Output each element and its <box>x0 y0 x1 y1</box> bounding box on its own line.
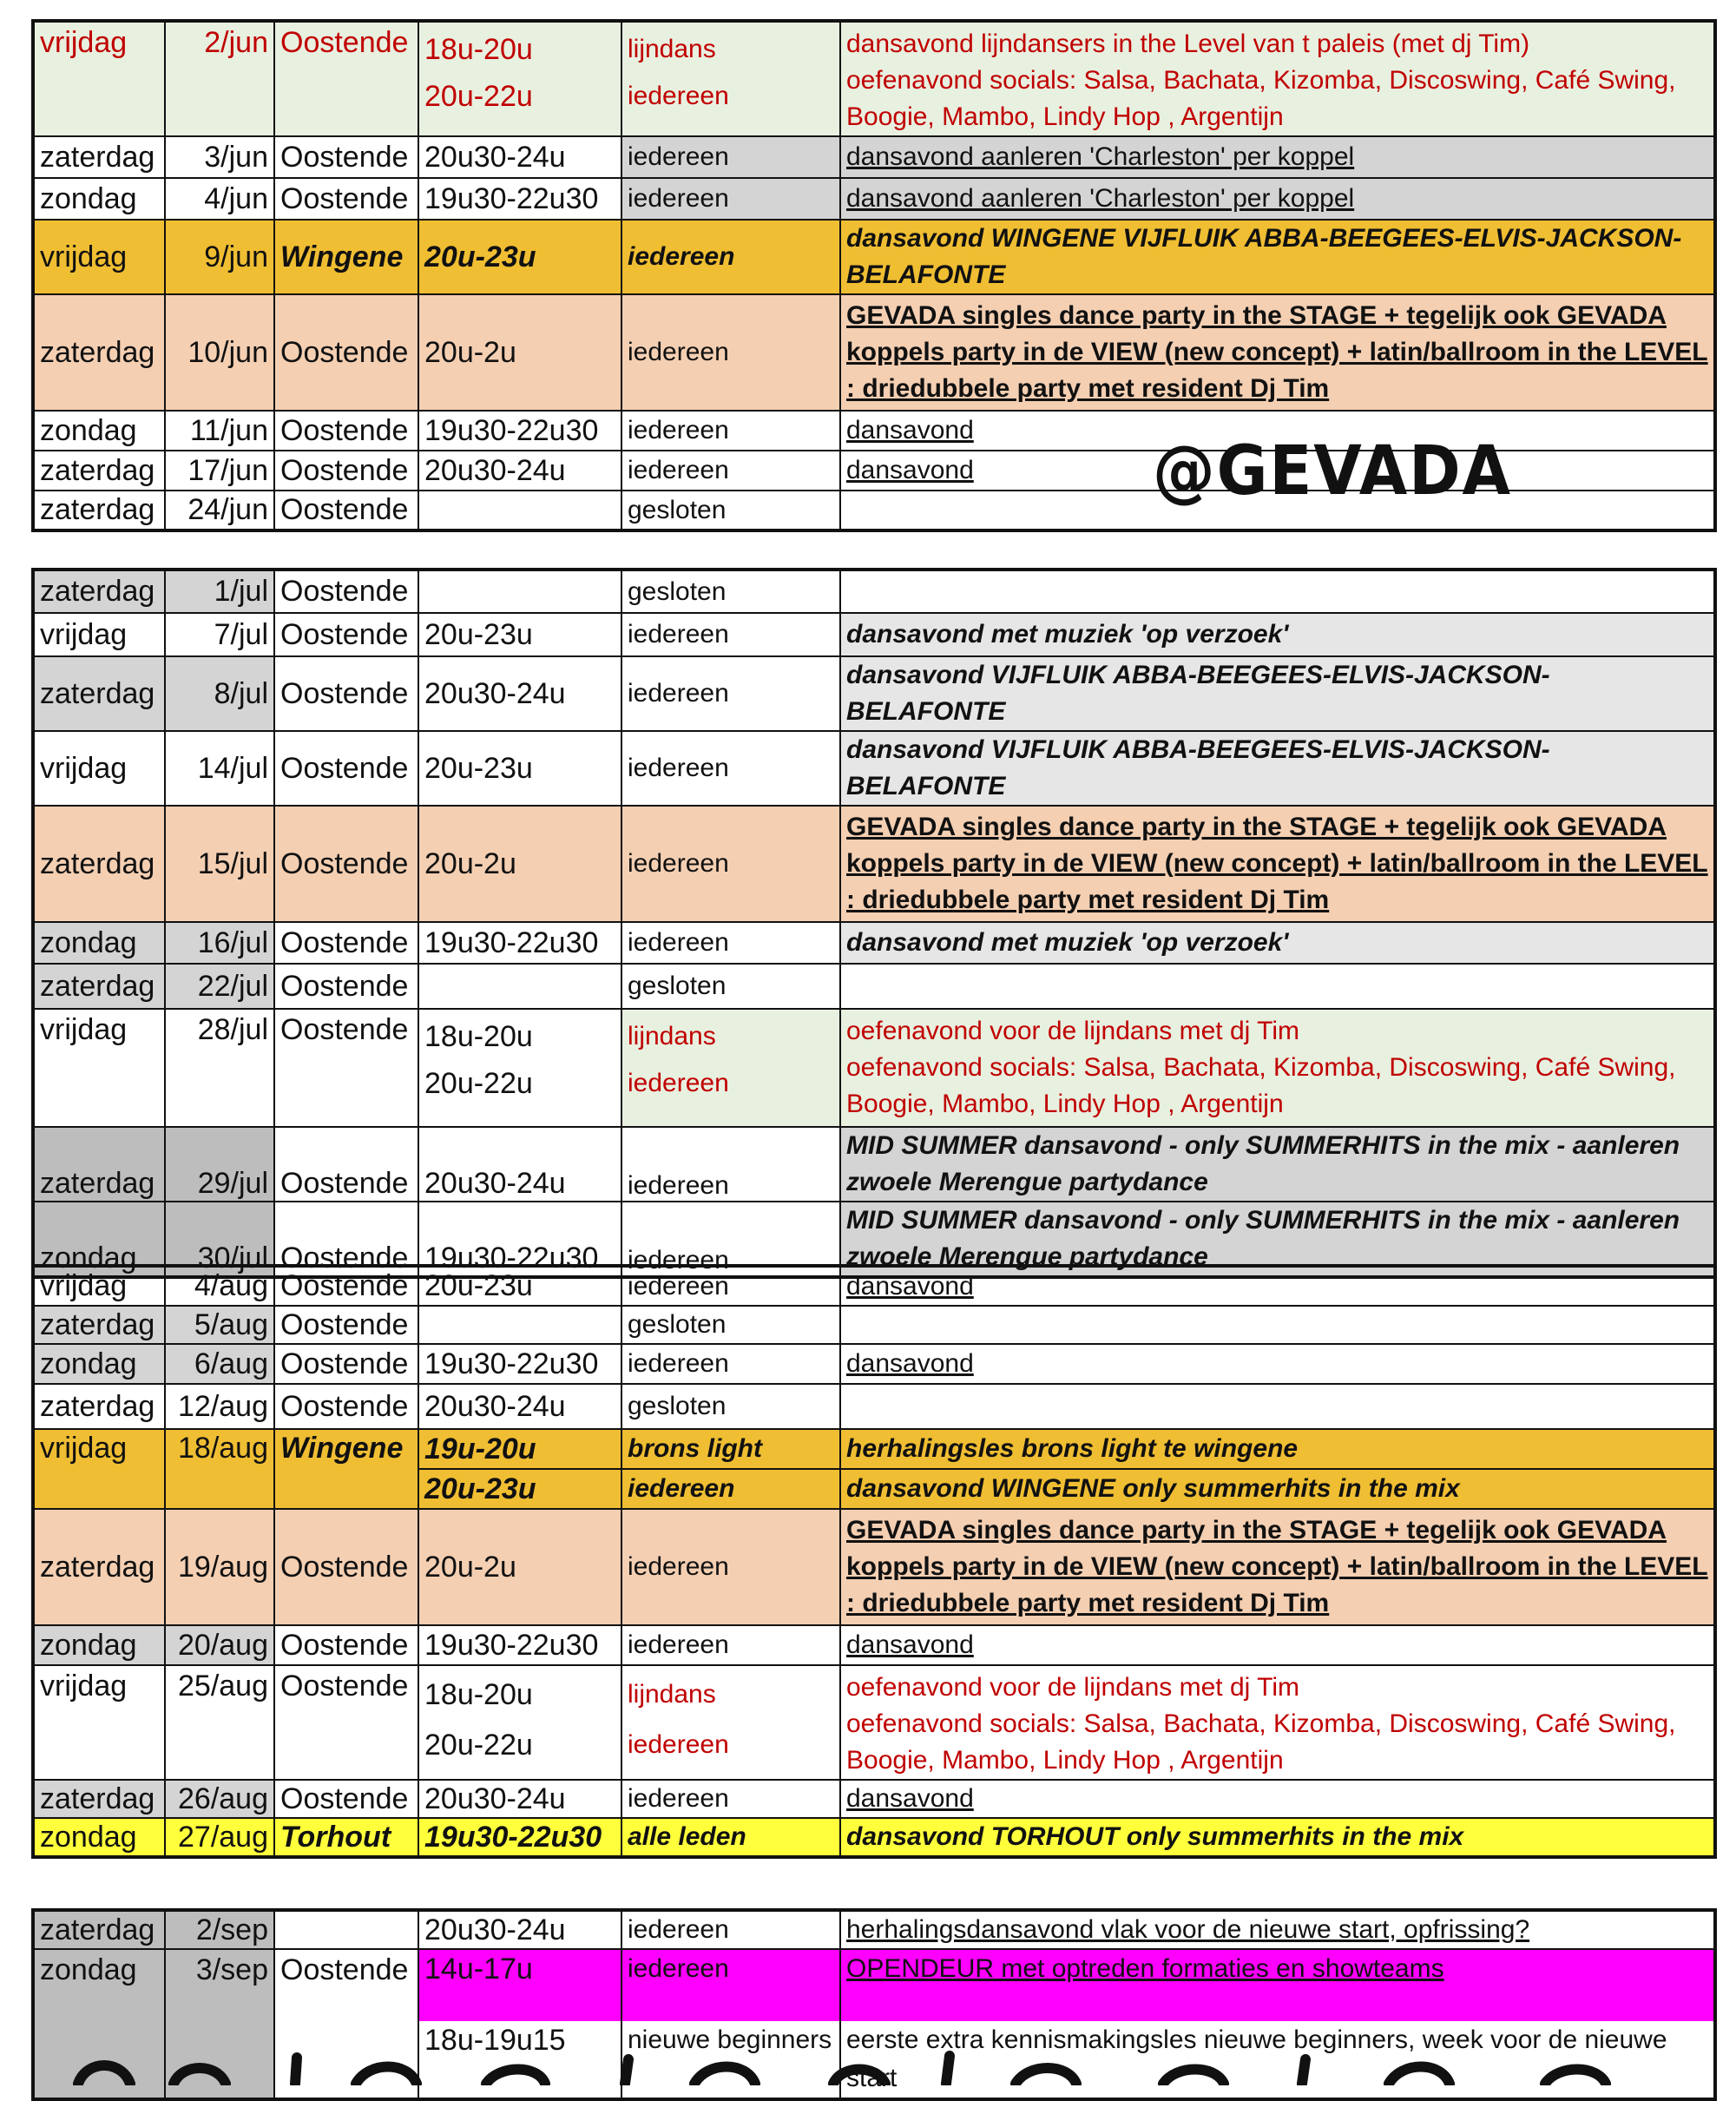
audience-line-2: iedereen <box>628 1069 729 1097</box>
description-cell <box>840 1009 1715 1127</box>
date-cell: 20/aug <box>165 1625 274 1665</box>
day-cell: zondag <box>33 411 165 451</box>
time-cell: 20u30-24u <box>418 1127 621 1202</box>
date-cell: 9/jun <box>165 220 274 294</box>
day-cell: zaterdag <box>33 1910 165 1949</box>
day-cell: zaterdag <box>33 964 165 1009</box>
time-line: 18u-20u <box>424 1678 533 1711</box>
place-cell: Oostende <box>274 570 418 613</box>
audience-cell: gesloten <box>621 1384 840 1429</box>
day-cell: zaterdag <box>33 136 165 178</box>
date-cell: 11/jun <box>165 411 274 451</box>
audience-line: lijndans <box>628 1022 716 1050</box>
day-cell: vrijdag <box>33 220 165 294</box>
audience-cell: gesloten <box>621 964 840 1009</box>
description-cell: dansavond <box>840 411 1715 451</box>
description-cell <box>840 1665 1715 1780</box>
place-cell: Oostende <box>274 1306 418 1344</box>
place-cell: Oostende <box>274 1202 418 1277</box>
table-row <box>33 491 1715 530</box>
place-cell: Oostende <box>274 21 418 136</box>
time-cell: 19u30-22u30 <box>418 1625 621 1665</box>
date-cell: 12/aug <box>165 1384 274 1429</box>
table-row <box>33 613 1715 656</box>
day-cell: zaterdag <box>33 806 165 922</box>
july-schedule-table <box>31 568 1717 1279</box>
day-cell: zaterdag <box>33 1127 165 1202</box>
date-cell: 26/aug <box>165 1780 274 1818</box>
day-cell: zaterdag <box>33 570 165 613</box>
date-cell: 1/jul <box>165 570 274 613</box>
time-cell: 20u30-24u <box>418 656 621 731</box>
date-cell: 29/jul <box>165 1127 274 1202</box>
date-cell: 5/aug <box>165 1306 274 1344</box>
time-line: 18u-20u <box>424 33 533 66</box>
time-cell <box>418 1665 621 1780</box>
description-cell: dansavond VIJFLUIK ABBA-BEEGEES-ELVIS-JACKSON-BELAFONTE <box>840 731 1715 806</box>
day-cell: zaterdag <box>33 1509 165 1625</box>
description-cell <box>840 1306 1715 1344</box>
audience-cell: gesloten <box>621 1306 840 1344</box>
description-cell: dansavond <box>840 1625 1715 1665</box>
day-cell: zondag <box>33 922 165 964</box>
time-cell: 20u30-24u <box>418 1780 621 1818</box>
place-cell: Oostende <box>274 964 418 1009</box>
audience-cell: iedereen <box>621 1780 840 1818</box>
time-cell: 19u30-22u30 <box>418 1344 621 1384</box>
time-line: 19u-20u <box>419 1430 621 1470</box>
audience-cell: iedereen <box>621 731 840 806</box>
table-row <box>33 1780 1715 1818</box>
day-cell: vrijdag <box>33 21 165 136</box>
date-cell: 22/jul <box>165 964 274 1009</box>
time-line-2: 20u-23u <box>424 1472 536 1505</box>
audience-cell: iedereen <box>621 178 840 220</box>
audience-line-2: iedereen <box>628 1730 729 1759</box>
table-row <box>33 21 1715 136</box>
description-cell: GEVADA singles dance party in the STAGE + tegelijk ook GEVADA koppels party in de VIEW (new concept) + latin/ballroom in the LEVEL : driedubbele party met resident Dj Tim <box>840 1509 1715 1625</box>
place-cell: Oostende <box>274 1266 418 1306</box>
time-cell: 20u-2u <box>418 1509 621 1625</box>
time-cell: 20u-23u <box>418 613 621 656</box>
audience-cell: iedereen <box>621 451 840 491</box>
table-row <box>33 1009 1715 1127</box>
audience-cell: iedereen <box>621 1625 840 1665</box>
table-row <box>33 1429 1715 1509</box>
day-cell: zondag <box>33 1625 165 1665</box>
june-schedule-table <box>31 19 1717 532</box>
audience-cell: iedereen <box>621 656 840 731</box>
table-row <box>33 1344 1715 1384</box>
time-cell: 19u30-22u30 <box>418 411 621 451</box>
table-row <box>33 806 1715 922</box>
time-cell <box>418 1009 621 1127</box>
time-cell: 20u-2u <box>418 294 621 411</box>
description-cell <box>840 1384 1715 1429</box>
place-cell: Oostende <box>274 806 418 922</box>
audience-cell: iedereen <box>621 613 840 656</box>
place-cell: Oostende <box>274 491 418 530</box>
place-cell: Wingene <box>274 220 418 294</box>
date-cell: 8/jul <box>165 656 274 731</box>
time-cell: 19u30-22u30 <box>418 178 621 220</box>
place-cell: Oostende <box>274 1009 418 1127</box>
audience-cell: iedereen <box>621 220 840 294</box>
place-cell: Oostende <box>274 1384 418 1429</box>
audience-cell: iedereen <box>621 1266 840 1306</box>
time-cell: 20u-23u <box>418 220 621 294</box>
date-cell: 28/jul <box>165 1009 274 1127</box>
description-cell: herhalingsdansavond vlak voor de nieuwe start, opfrissing? <box>840 1910 1715 1949</box>
place-cell: Oostende <box>274 1127 418 1202</box>
audience-cell: iedereen <box>621 1509 840 1625</box>
time-line-2: 20u-22u <box>424 1067 533 1100</box>
table-row <box>33 1127 1715 1202</box>
time-cell <box>418 21 621 136</box>
place-cell: Oostende <box>274 1949 418 2099</box>
time-line-2: 20u-22u <box>424 1729 533 1762</box>
audience-line-2: nieuwe beginners <box>628 2025 832 2054</box>
audience-line: brons light <box>622 1430 839 1470</box>
description-cell: MID SUMMER dansavond - only SUMMERHITS in the mix - aanleren zwoele Merengue partydance <box>840 1127 1715 1202</box>
place-cell: Oostende <box>274 731 418 806</box>
day-cell: zaterdag <box>33 491 165 530</box>
day-cell: zaterdag <box>33 1384 165 1429</box>
table-row <box>33 731 1715 806</box>
time-cell: 19u30-22u30 <box>418 1818 621 1857</box>
day-cell: zaterdag <box>33 451 165 491</box>
audience-cell: iedereen <box>621 1910 840 1949</box>
date-cell: 14/jul <box>165 731 274 806</box>
audience-cell: gesloten <box>621 491 840 530</box>
audience-cell: alle leden <box>621 1818 840 1857</box>
date-cell: 2/sep <box>165 1910 274 1949</box>
description-cell: dansavond <box>840 451 1715 491</box>
description-cell <box>840 21 1715 136</box>
date-cell: 24/jun <box>165 491 274 530</box>
table-row <box>33 220 1715 294</box>
table-row <box>33 136 1715 178</box>
description-line: herhalingsles brons light te wingene <box>841 1430 1713 1470</box>
table-row <box>33 922 1715 964</box>
day-cell: vrijdag <box>33 1009 165 1127</box>
description-line-2: oefenavond socials: Salsa, Bachata, Kizomba, Discoswing, Café Swing, Boogie, Mambo, Lindy Hop , Argentijn <box>846 1053 1676 1118</box>
audience-cell: iedereen <box>621 922 840 964</box>
time-cell <box>418 491 621 530</box>
place-cell: Oostende <box>274 922 418 964</box>
description-cell: dansavond met muziek 'op verzoek' <box>840 922 1715 964</box>
table-row <box>33 1818 1715 1857</box>
description-cell: dansavond aanleren 'Charleston' per koppel <box>840 178 1715 220</box>
description-cell <box>840 570 1715 613</box>
table-row <box>33 451 1715 491</box>
time-cell <box>418 964 621 1009</box>
table-row <box>33 1306 1715 1344</box>
description-cell: dansavond WINGENE VIJFLUIK ABBA-BEEGEES-ELVIS-JACKSON-BELAFONTE <box>840 220 1715 294</box>
day-cell: zondag <box>33 1202 165 1277</box>
day-cell: zaterdag <box>33 1306 165 1344</box>
description-cell: GEVADA singles dance party in the STAGE + tegelijk ook GEVADA koppels party in de VIEW (new concept) + latin/ballroom in the LEVEL : driedubbele party met resident Dj Tim <box>840 294 1715 411</box>
description-cell: dansavond met muziek 'op verzoek' <box>840 613 1715 656</box>
date-cell: 2/jun <box>165 21 274 136</box>
date-cell: 4/aug <box>165 1266 274 1306</box>
date-cell: 6/aug <box>165 1344 274 1384</box>
date-cell: 16/jul <box>165 922 274 964</box>
audience-line-2: iedereen <box>628 1474 735 1503</box>
time-cell <box>418 1306 621 1344</box>
day-cell: zondag <box>33 1818 165 1857</box>
handwriting-strokes-decoration <box>69 2051 1675 2085</box>
day-cell: vrijdag <box>33 1429 165 1509</box>
place-cell: Oostende <box>274 1780 418 1818</box>
place-cell: Oostende <box>274 1625 418 1665</box>
date-cell: 17/jun <box>165 451 274 491</box>
table-row <box>33 964 1715 1009</box>
audience-cell: iedereen <box>621 1127 840 1202</box>
place-cell: Wingene <box>274 1429 418 1509</box>
date-cell: 25/aug <box>165 1665 274 1780</box>
table-row <box>33 1910 1715 1949</box>
description-cell: GEVADA singles dance party in the STAGE + tegelijk ook GEVADA koppels party in de VIEW (new concept) + latin/ballroom in the LEVEL : driedubbele party met resident Dj Tim <box>840 806 1715 922</box>
table-row <box>33 1266 1715 1306</box>
place-cell: Oostende <box>274 294 418 411</box>
audience-line: iedereen <box>622 1950 839 2021</box>
description-cell <box>840 1429 1715 1509</box>
day-cell: zondag <box>33 1344 165 1384</box>
watermark-gevada: @GEVADA <box>1153 432 1512 510</box>
table-row <box>33 656 1715 731</box>
description-cell: MID SUMMER dansavond - only SUMMERHITS in the mix - aanleren zwoele Merengue partydance <box>840 1202 1715 1277</box>
description-cell: dansavond VIJFLUIK ABBA-BEEGEES-ELVIS-JACKSON-BELAFONTE <box>840 656 1715 731</box>
place-cell: Oostende <box>274 1509 418 1625</box>
table-row <box>33 178 1715 220</box>
day-cell: vrijdag <box>33 613 165 656</box>
table-row <box>33 1625 1715 1665</box>
day-cell: vrijdag <box>33 731 165 806</box>
description-line-2: oefenavond socials: Salsa, Bachata, Kizomba, Discoswing, Café Swing, Boogie, Mambo, Lindy Hop , Argentijn <box>846 1709 1676 1775</box>
place-cell: Oostende <box>274 411 418 451</box>
audience-cell: iedereen <box>621 411 840 451</box>
date-cell: 27/aug <box>165 1818 274 1857</box>
audience-cell: iedereen <box>621 1344 840 1384</box>
day-cell: vrijdag <box>33 1266 165 1306</box>
description-cell: dansavond <box>840 1344 1715 1384</box>
audience-cell <box>621 21 840 136</box>
place-cell: Oostende <box>274 136 418 178</box>
description-cell: dansavond <box>840 1780 1715 1818</box>
table-row <box>33 1384 1715 1429</box>
date-cell: 3/jun <box>165 136 274 178</box>
place-cell <box>274 1910 418 1949</box>
time-cell: 20u30-24u <box>418 1910 621 1949</box>
audience-cell: iedereen <box>621 294 840 411</box>
audience-line-2: iedereen <box>628 82 729 110</box>
table-row <box>33 1665 1715 1780</box>
date-cell: 4/jun <box>165 178 274 220</box>
date-cell: 30/jul <box>165 1202 274 1277</box>
description-cell: dansavond <box>840 1266 1715 1306</box>
audience-cell <box>621 1429 840 1509</box>
august-schedule-table <box>31 1264 1717 1859</box>
audience-cell: iedereen <box>621 136 840 178</box>
description-line: dansavond lijndansers in the Level van t paleis (met dj Tim) <box>846 30 1530 58</box>
time-cell: 20u30-24u <box>418 136 621 178</box>
description-line: oefenavond voor de lijndans met dj Tim <box>846 1017 1299 1045</box>
day-cell: zaterdag <box>33 1780 165 1818</box>
date-cell: 3/sep <box>165 1949 274 2099</box>
place-cell: Oostende <box>274 613 418 656</box>
description-line: oefenavond voor de lijndans met dj Tim <box>846 1673 1299 1702</box>
audience-line: lijndans <box>628 1680 716 1709</box>
description-line-2: eerste extra kennismakingsles nieuwe beginners, week voor de nieuwe start <box>846 2025 1667 2092</box>
description-cell: dansavond TORHOUT only summerhits in the mix <box>840 1818 1715 1857</box>
description-line-2: oefenavond socials: Salsa, Bachata, Kizomba, Discoswing, Café Swing, Boogie, Mambo, Lindy Hop , Argentijn <box>846 66 1676 131</box>
place-cell: Oostende <box>274 1665 418 1780</box>
day-cell: zaterdag <box>33 294 165 411</box>
table-row <box>33 411 1715 451</box>
audience-cell: iedereen <box>621 1202 840 1277</box>
time-cell: 20u-2u <box>418 806 621 922</box>
description-cell: dansavond aanleren 'Charleston' per koppel <box>840 136 1715 178</box>
audience-cell: gesloten <box>621 570 840 613</box>
date-cell: 19/aug <box>165 1509 274 1625</box>
place-cell: Oostende <box>274 178 418 220</box>
time-cell: 20u30-24u <box>418 451 621 491</box>
time-line-2: 20u-22u <box>424 80 533 113</box>
time-cell: 20u-23u <box>418 1266 621 1306</box>
time-cell: 20u-23u <box>418 731 621 806</box>
place-cell: Torhout <box>274 1818 418 1857</box>
date-cell: 15/jul <box>165 806 274 922</box>
table-row <box>33 570 1715 613</box>
time-line: 14u-17u <box>419 1950 621 2021</box>
audience-cell: iedereen <box>621 806 840 922</box>
description-line-2: dansavond WINGENE only summerhits in the mix <box>846 1474 1460 1503</box>
description-cell <box>840 491 1715 530</box>
description-line: OPENDEUR met optreden formaties en showteams <box>841 1950 1713 2021</box>
day-cell: vrijdag <box>33 1665 165 1780</box>
time-line-2: 18u-19u15 <box>424 2024 566 2057</box>
audience-cell <box>621 1009 840 1127</box>
day-cell: zondag <box>33 178 165 220</box>
audience-line: lijndans <box>628 35 716 63</box>
time-cell: 19u30-22u30 <box>418 922 621 964</box>
place-cell: Oostende <box>274 451 418 491</box>
table-row <box>33 1509 1715 1625</box>
date-cell: 10/jun <box>165 294 274 411</box>
audience-cell <box>621 1665 840 1780</box>
description-cell <box>840 964 1715 1009</box>
time-cell <box>418 1429 621 1509</box>
time-cell: 20u30-24u <box>418 1384 621 1429</box>
table-row <box>33 294 1715 411</box>
date-cell: 7/jul <box>165 613 274 656</box>
day-cell: zondag <box>33 1949 165 2099</box>
time-cell: 19u30-22u30 <box>418 1202 621 1277</box>
place-cell: Oostende <box>274 1344 418 1384</box>
time-cell <box>418 570 621 613</box>
time-line: 18u-20u <box>424 1020 533 1053</box>
date-cell: 18/aug <box>165 1429 274 1509</box>
place-cell: Oostende <box>274 656 418 731</box>
day-cell: zaterdag <box>33 656 165 731</box>
